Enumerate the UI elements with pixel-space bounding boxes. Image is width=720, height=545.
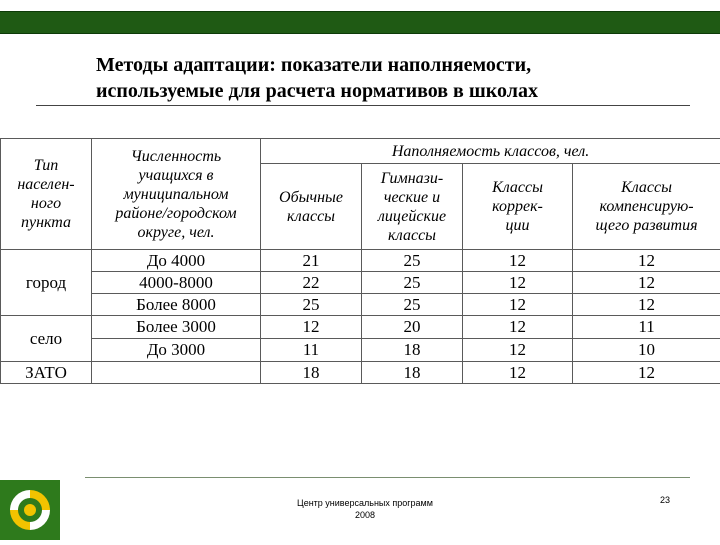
swirl-logo-icon xyxy=(0,480,60,540)
cell-regular: 18 xyxy=(261,362,362,384)
cell-correction: 12 xyxy=(463,250,573,272)
title-line-1: Методы адаптации: показатели наполняемости, xyxy=(96,54,531,76)
group-zato: ЗАТО xyxy=(1,362,92,384)
cell-compensatory: 10 xyxy=(573,339,720,362)
cell-correction: 12 xyxy=(463,316,573,339)
footer-org-name: Центр универсальных программ xyxy=(297,498,433,508)
page-number: 23 xyxy=(660,495,670,505)
cell-size: Более 3000 xyxy=(92,316,261,339)
occupancy-table xyxy=(0,138,720,384)
cell-regular: 21 xyxy=(261,250,362,272)
group-village: село xyxy=(1,316,92,362)
table-row xyxy=(1,362,720,384)
footer-divider xyxy=(85,477,690,478)
cell-compensatory: 12 xyxy=(573,362,720,384)
header-gymnasium-classes: Гимнази- ческие и лицейские классы xyxy=(362,164,463,250)
cell-gymnasium: 25 xyxy=(362,294,463,316)
cell-regular: 12 xyxy=(261,316,362,339)
cell-gymnasium: 20 xyxy=(362,316,463,339)
slide-title xyxy=(96,52,696,104)
header-settlement-type: Тип населен- ного пункта xyxy=(1,139,92,250)
table-row xyxy=(1,272,720,294)
cell-compensatory: 12 xyxy=(573,272,720,294)
organization-logo xyxy=(0,480,60,540)
header-occupancy: Наполняемость классов, чел. xyxy=(261,139,720,164)
header-regular-classes: Обычные классы xyxy=(261,164,362,250)
cell-regular: 25 xyxy=(261,294,362,316)
cell-regular: 22 xyxy=(261,272,362,294)
table-row xyxy=(1,294,720,316)
cell-gymnasium: 18 xyxy=(362,339,463,362)
cell-size: 4000-8000 xyxy=(92,272,261,294)
cell-correction: 12 xyxy=(463,339,573,362)
header-compensatory-classes: Классы компенсирую- щего развития xyxy=(573,164,720,250)
cell-size: До 4000 xyxy=(92,250,261,272)
top-bar xyxy=(0,11,720,34)
cell-size xyxy=(92,362,261,384)
cell-correction: 12 xyxy=(463,362,573,384)
cell-gymnasium: 18 xyxy=(362,362,463,384)
cell-size: Более 8000 xyxy=(92,294,261,316)
cell-compensatory: 11 xyxy=(573,316,720,339)
header-student-count: Численность учащихся в муниципальном районе/городском округе, чел. xyxy=(92,139,261,250)
cell-gymnasium: 25 xyxy=(362,272,463,294)
cell-correction: 12 xyxy=(463,272,573,294)
cell-regular: 11 xyxy=(261,339,362,362)
table-row xyxy=(1,316,720,339)
cell-gymnasium: 25 xyxy=(362,250,463,272)
title-divider xyxy=(36,105,690,106)
footer-organization xyxy=(265,497,465,521)
table-row xyxy=(1,250,720,272)
table-row xyxy=(1,339,720,362)
header-correction-classes: Классы коррек- ции xyxy=(463,164,573,250)
cell-correction: 12 xyxy=(463,294,573,316)
group-city: город xyxy=(1,250,92,316)
cell-compensatory: 12 xyxy=(573,294,720,316)
cell-compensatory: 12 xyxy=(573,250,720,272)
header-row xyxy=(1,139,720,164)
cell-size: До 3000 xyxy=(92,339,261,362)
footer-year: 2008 xyxy=(355,510,375,520)
title-line-2: используемые для расчета нормативов в школах xyxy=(96,80,538,102)
